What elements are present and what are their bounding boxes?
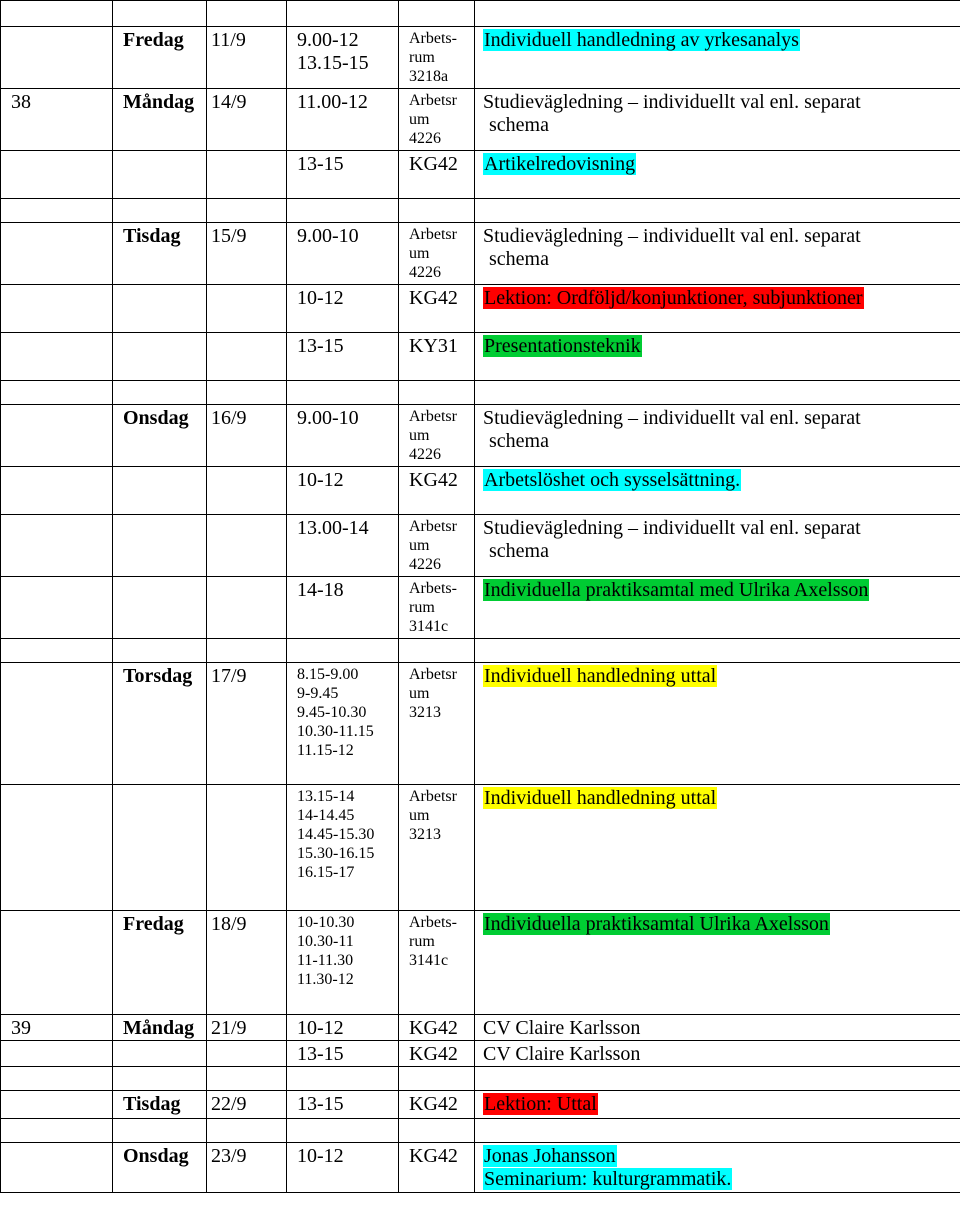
activity-text: Studievägledning – individuellt val enl. separat bbox=[483, 91, 861, 113]
empty-cell bbox=[287, 1, 399, 27]
empty-cell bbox=[207, 1067, 287, 1091]
empty-cell bbox=[113, 151, 207, 199]
empty-cell bbox=[113, 285, 207, 333]
room-cell: KG42 bbox=[399, 1091, 475, 1119]
activity-text: schema bbox=[489, 540, 549, 562]
empty-cell bbox=[207, 381, 287, 405]
activity-cell bbox=[475, 223, 960, 285]
activity-cell bbox=[475, 285, 960, 333]
empty-cell bbox=[1, 577, 113, 639]
room-cell bbox=[399, 223, 475, 285]
room-line: Arbets- bbox=[409, 30, 457, 47]
time-cell: 9.00-10 bbox=[287, 405, 399, 467]
activity-cell bbox=[475, 1015, 960, 1041]
empty-cell bbox=[113, 381, 207, 405]
empty-cell bbox=[207, 1119, 287, 1143]
spacer-row bbox=[1, 1119, 960, 1143]
time-value: 9-9.45 bbox=[297, 685, 339, 702]
empty-cell bbox=[1, 467, 113, 515]
week-cell bbox=[1, 405, 113, 467]
room-cell: KY31 bbox=[399, 333, 475, 381]
spacer-row bbox=[1, 381, 960, 405]
time-cell: 10-12 bbox=[287, 1143, 399, 1193]
empty-cell bbox=[475, 199, 960, 223]
room-cell bbox=[399, 785, 475, 911]
room-line: rum bbox=[409, 49, 435, 66]
empty-cell bbox=[207, 285, 287, 333]
day-cell: Tisdag bbox=[113, 1091, 207, 1119]
empty-cell bbox=[113, 639, 207, 663]
room-line: Arbetsr bbox=[409, 788, 457, 805]
room-cell: KG42 bbox=[399, 467, 475, 515]
room-line: um bbox=[409, 537, 430, 554]
schedule-row bbox=[1, 285, 960, 333]
room-cell bbox=[399, 27, 475, 89]
week-cell: 39 bbox=[1, 1015, 113, 1041]
time-value: 15.30-16.15 bbox=[297, 845, 375, 862]
room-cell bbox=[399, 515, 475, 577]
room-cell bbox=[399, 911, 475, 1015]
activity-text: Studievägledning – individuellt val enl. separat bbox=[483, 225, 861, 247]
empty-cell bbox=[207, 333, 287, 381]
time-cell bbox=[287, 663, 399, 785]
activity-text: Individuella praktiksamtal med Ulrika Axelsson bbox=[484, 579, 869, 601]
empty-cell bbox=[1, 333, 113, 381]
room-line: um bbox=[409, 111, 430, 128]
empty-cell bbox=[1, 1067, 113, 1091]
empty-cell bbox=[475, 1119, 960, 1143]
room-cell bbox=[399, 405, 475, 467]
time-value: 9.00-12 bbox=[297, 29, 359, 51]
empty-cell bbox=[1, 785, 113, 911]
activity-cell bbox=[475, 151, 960, 199]
room-line: 3141c bbox=[409, 952, 449, 969]
activity-text: Jonas Johansson bbox=[484, 1145, 616, 1167]
time-cell: 10-12 bbox=[287, 1015, 399, 1041]
schedule-row bbox=[1, 27, 960, 89]
schedule-row bbox=[1, 577, 960, 639]
spacer-row bbox=[1, 1, 960, 27]
room-line: Arbetsr bbox=[409, 518, 457, 535]
schedule-row bbox=[1, 223, 960, 285]
room-line: 4226 bbox=[409, 130, 441, 147]
schedule-row bbox=[1, 1091, 960, 1119]
room-line: 3141c bbox=[409, 618, 449, 635]
room-cell bbox=[399, 89, 475, 151]
room-line: Arbetsr bbox=[409, 408, 457, 425]
empty-cell bbox=[287, 1067, 399, 1091]
room-line: um bbox=[409, 685, 430, 702]
room-cell bbox=[399, 577, 475, 639]
time-value: 11-11.30 bbox=[297, 952, 354, 969]
schedule-row bbox=[1, 405, 960, 467]
date-cell: 21/9 bbox=[207, 1015, 287, 1041]
activity-cell bbox=[475, 467, 960, 515]
room-line: 4226 bbox=[409, 556, 441, 573]
room-cell: KG42 bbox=[399, 1041, 475, 1067]
room-line: Arbets- bbox=[409, 580, 457, 597]
date-cell: 14/9 bbox=[207, 89, 287, 151]
empty-cell bbox=[113, 1041, 207, 1067]
activity-cell bbox=[475, 89, 960, 151]
schedule-row bbox=[1, 1041, 960, 1067]
time-cell: 10-12 bbox=[287, 285, 399, 333]
room-line: Arbetsr bbox=[409, 226, 457, 243]
room-line: Arbetsr bbox=[409, 92, 457, 109]
time-value: 10.30-11.15 bbox=[297, 723, 374, 740]
empty-cell bbox=[113, 577, 207, 639]
room-line: 4226 bbox=[409, 264, 441, 281]
date-cell: 17/9 bbox=[207, 663, 287, 785]
room-line: rum bbox=[409, 599, 435, 616]
time-value: 11.15-12 bbox=[297, 742, 354, 759]
empty-cell bbox=[399, 1, 475, 27]
empty-cell bbox=[207, 515, 287, 577]
empty-cell bbox=[475, 639, 960, 663]
date-cell: 11/9 bbox=[207, 27, 287, 89]
empty-cell bbox=[1, 381, 113, 405]
empty-cell bbox=[207, 1, 287, 27]
activity-cell bbox=[475, 27, 960, 89]
day-cell: Torsdag bbox=[113, 663, 207, 785]
time-value: 10.30-11 bbox=[297, 933, 354, 950]
empty-cell bbox=[399, 381, 475, 405]
activity-text: Individuell handledning uttal bbox=[484, 787, 717, 809]
empty-cell bbox=[113, 1119, 207, 1143]
time-cell bbox=[287, 27, 399, 89]
activity-text: Artikelredovisning bbox=[484, 153, 636, 175]
spacer-row bbox=[1, 1067, 960, 1091]
activity-text: CV Claire Karlsson bbox=[483, 1043, 641, 1065]
empty-cell bbox=[113, 1, 207, 27]
activity-cell bbox=[475, 785, 960, 911]
schedule-row bbox=[1, 515, 960, 577]
room-line: 4226 bbox=[409, 446, 441, 463]
empty-cell bbox=[1, 1041, 113, 1067]
room-cell bbox=[399, 663, 475, 785]
time-cell: 13-15 bbox=[287, 333, 399, 381]
activity-text: Individuell handledning uttal bbox=[484, 665, 717, 687]
activity-text: Studievägledning – individuellt val enl. separat bbox=[483, 517, 861, 539]
activity-text: Seminarium: kulturgrammatik. bbox=[484, 1168, 732, 1190]
schedule-row bbox=[1, 1015, 960, 1041]
time-cell: 10-12 bbox=[287, 467, 399, 515]
day-cell: Onsdag bbox=[113, 1143, 207, 1193]
activity-text: schema bbox=[489, 114, 549, 136]
empty-cell bbox=[113, 333, 207, 381]
empty-cell bbox=[113, 467, 207, 515]
empty-cell bbox=[287, 1119, 399, 1143]
schedule-row bbox=[1, 333, 960, 381]
activity-text: Studievägledning – individuellt val enl. separat bbox=[483, 407, 861, 429]
empty-cell bbox=[475, 381, 960, 405]
time-cell: 13-15 bbox=[287, 1091, 399, 1119]
time-value: 13.15-15 bbox=[297, 52, 369, 74]
room-line: Arbetsr bbox=[409, 666, 457, 683]
activity-text: Arbetslöshet och sysselsättning. bbox=[484, 469, 741, 491]
empty-cell bbox=[399, 199, 475, 223]
time-value: 11.30-12 bbox=[297, 971, 354, 988]
room-line: Arbets- bbox=[409, 914, 457, 931]
date-cell: 18/9 bbox=[207, 911, 287, 1015]
room-line: 3213 bbox=[409, 704, 441, 721]
activity-cell bbox=[475, 333, 960, 381]
activity-text: Lektion: Ordföljd/konjunktioner, subjunktioner bbox=[484, 287, 863, 309]
schedule-row bbox=[1, 89, 960, 151]
empty-cell bbox=[399, 639, 475, 663]
time-value: 13.15-14 bbox=[297, 788, 355, 805]
room-line: um bbox=[409, 245, 430, 262]
time-cell: 9.00-10 bbox=[287, 223, 399, 285]
room-cell: KG42 bbox=[399, 285, 475, 333]
empty-cell bbox=[399, 1067, 475, 1091]
spacer-row bbox=[1, 639, 960, 663]
time-cell: 13-15 bbox=[287, 151, 399, 199]
schedule-row bbox=[1, 151, 960, 199]
empty-cell bbox=[475, 1, 960, 27]
week-cell bbox=[1, 223, 113, 285]
empty-cell bbox=[207, 1041, 287, 1067]
activity-text: Lektion: Uttal bbox=[484, 1093, 597, 1115]
date-cell: 23/9 bbox=[207, 1143, 287, 1193]
schedule-row bbox=[1, 467, 960, 515]
activity-cell bbox=[475, 663, 960, 785]
time-value: 9.45-10.30 bbox=[297, 704, 367, 721]
time-value: 16.15-17 bbox=[297, 864, 355, 881]
empty-cell bbox=[1, 199, 113, 223]
time-value: 10-10.30 bbox=[297, 914, 355, 931]
time-cell: 14-18 bbox=[287, 577, 399, 639]
empty-cell bbox=[207, 467, 287, 515]
activity-cell bbox=[475, 577, 960, 639]
day-cell: Fredag bbox=[113, 27, 207, 89]
time-cell bbox=[287, 785, 399, 911]
time-cell: 13.00-14 bbox=[287, 515, 399, 577]
room-cell: KG42 bbox=[399, 1015, 475, 1041]
time-value: 14.45-15.30 bbox=[297, 826, 375, 843]
empty-cell bbox=[399, 1119, 475, 1143]
empty-cell bbox=[113, 515, 207, 577]
day-cell: Måndag bbox=[113, 1015, 207, 1041]
empty-cell bbox=[1, 515, 113, 577]
schedule-row bbox=[1, 911, 960, 1015]
day-cell: Fredag bbox=[113, 911, 207, 1015]
empty-cell bbox=[287, 381, 399, 405]
activity-cell bbox=[475, 1091, 960, 1119]
time-cell: 11.00-12 bbox=[287, 89, 399, 151]
empty-cell bbox=[207, 639, 287, 663]
empty-cell bbox=[113, 785, 207, 911]
week-cell bbox=[1, 911, 113, 1015]
activity-cell bbox=[475, 405, 960, 467]
room-line: rum bbox=[409, 933, 435, 950]
empty-cell bbox=[113, 1067, 207, 1091]
week-cell: 38 bbox=[1, 89, 113, 151]
activity-text: Presentationsteknik bbox=[484, 335, 641, 357]
time-cell: 13-15 bbox=[287, 1041, 399, 1067]
time-value: 14-14.45 bbox=[297, 807, 355, 824]
time-value: 8.15-9.00 bbox=[297, 666, 359, 683]
day-cell: Måndag bbox=[113, 89, 207, 151]
spacer-row bbox=[1, 199, 960, 223]
empty-cell bbox=[207, 577, 287, 639]
room-cell: KG42 bbox=[399, 1143, 475, 1193]
room-line: um bbox=[409, 427, 430, 444]
date-cell: 22/9 bbox=[207, 1091, 287, 1119]
activity-cell bbox=[475, 1143, 960, 1193]
day-cell: Tisdag bbox=[113, 223, 207, 285]
empty-cell bbox=[287, 639, 399, 663]
empty-cell bbox=[1, 285, 113, 333]
empty-cell bbox=[1, 1, 113, 27]
room-cell: KG42 bbox=[399, 151, 475, 199]
room-line: um bbox=[409, 807, 430, 824]
activity-text: Individuella praktiksamtal Ulrika Axelsson bbox=[484, 913, 829, 935]
time-cell bbox=[287, 911, 399, 1015]
week-cell bbox=[1, 1091, 113, 1119]
empty-cell bbox=[207, 199, 287, 223]
date-cell: 16/9 bbox=[207, 405, 287, 467]
empty-cell bbox=[207, 151, 287, 199]
empty-cell bbox=[207, 785, 287, 911]
week-cell bbox=[1, 27, 113, 89]
schedule-row bbox=[1, 785, 960, 911]
room-line: 3213 bbox=[409, 826, 441, 843]
empty-cell bbox=[1, 151, 113, 199]
empty-cell bbox=[1, 639, 113, 663]
schedule-row bbox=[1, 663, 960, 785]
activity-text: CV Claire Karlsson bbox=[483, 1017, 641, 1039]
empty-cell bbox=[287, 199, 399, 223]
empty-cell bbox=[475, 1067, 960, 1091]
activity-text: schema bbox=[489, 430, 549, 452]
week-cell bbox=[1, 1143, 113, 1193]
day-cell: Onsdag bbox=[113, 405, 207, 467]
activity-text: Individuell handledning av yrkesanalys bbox=[484, 29, 799, 51]
room-line: 3218a bbox=[409, 68, 449, 85]
activity-cell bbox=[475, 911, 960, 1015]
activity-cell bbox=[475, 1041, 960, 1067]
empty-cell bbox=[1, 1119, 113, 1143]
schedule-row bbox=[1, 1143, 960, 1193]
date-cell: 15/9 bbox=[207, 223, 287, 285]
empty-cell bbox=[113, 199, 207, 223]
activity-cell bbox=[475, 515, 960, 577]
activity-text: schema bbox=[489, 248, 549, 270]
week-cell bbox=[1, 663, 113, 785]
